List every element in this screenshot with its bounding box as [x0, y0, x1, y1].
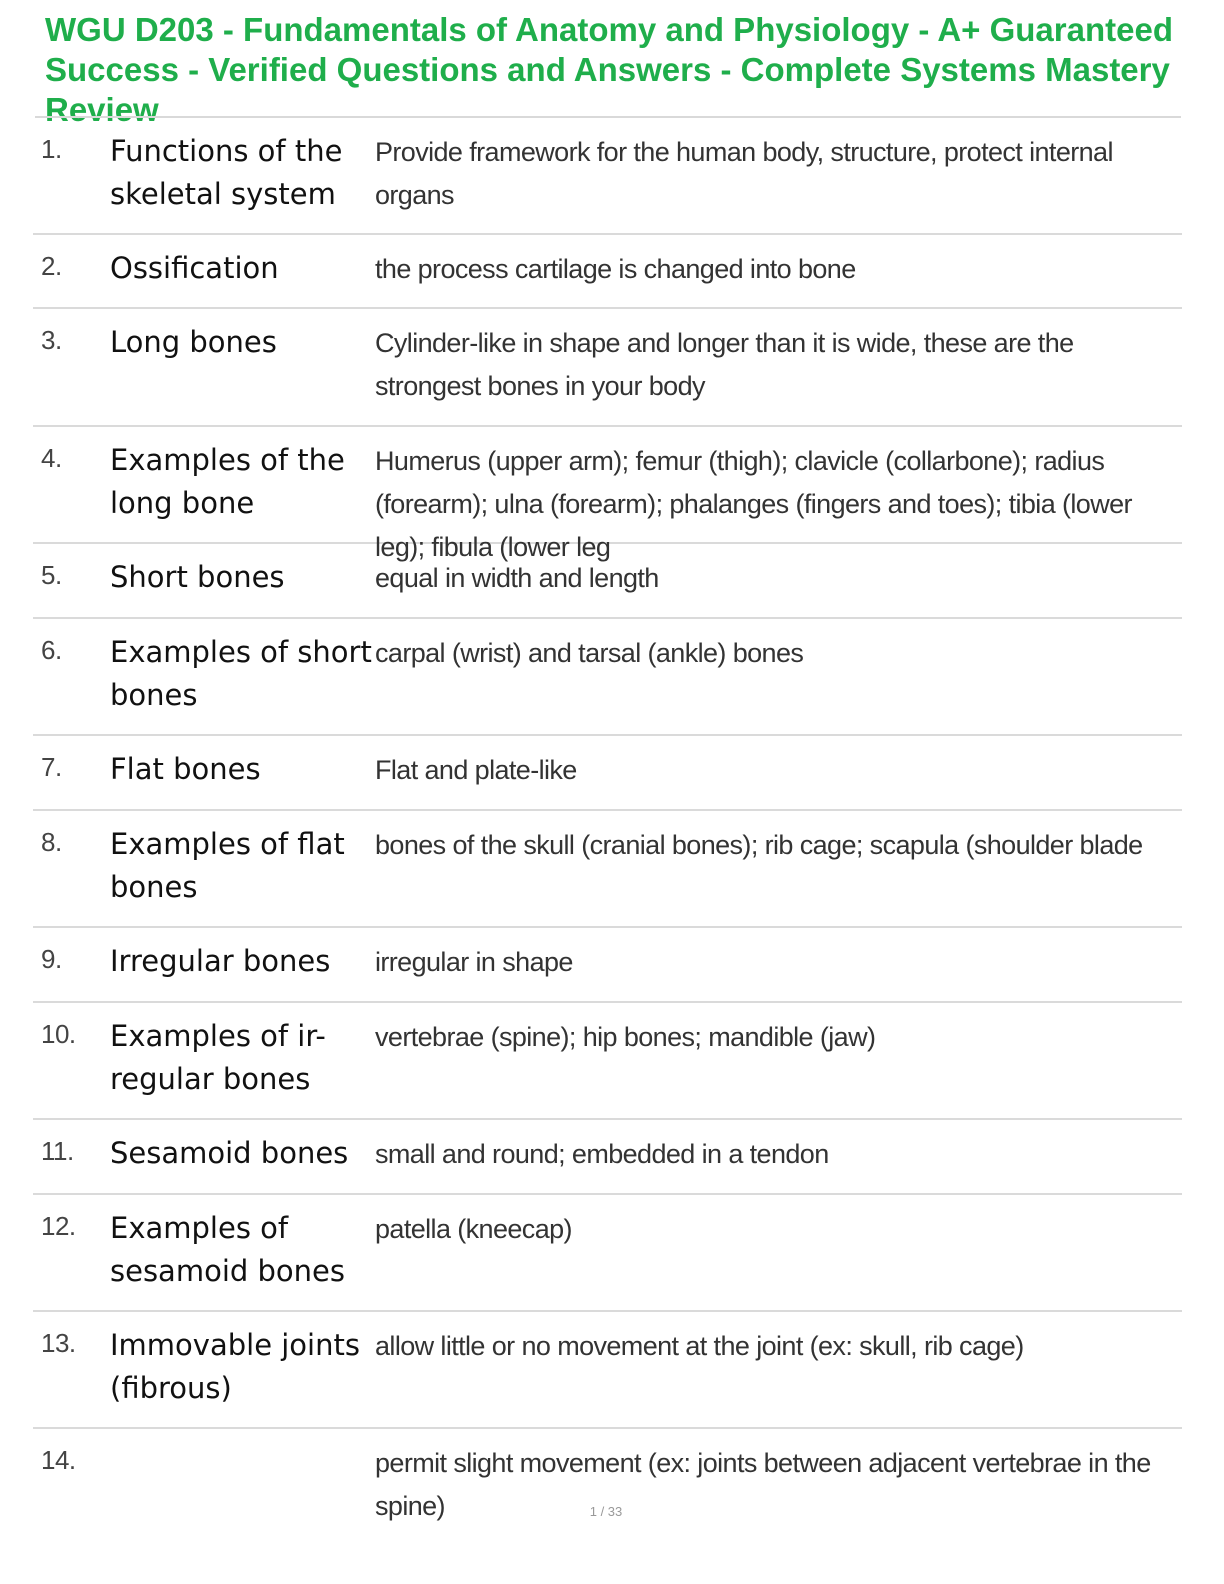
card-number: 12.: [41, 1211, 76, 1241]
card-definition: permit slight movement (ex: joints between adjacent vertebrae in the spine): [375, 1448, 1151, 1521]
flashcard-row: [33, 118, 1182, 235]
card-term: Examples of short bones: [110, 635, 372, 712]
card-number: 4.: [41, 443, 62, 473]
card-term: Examples of the long bone: [110, 443, 345, 520]
card-term: Examples of ir- regular bones: [110, 1019, 326, 1096]
flashcard-row: [33, 544, 1182, 619]
card-definition: Humerus (upper arm); femur (thigh); clavicle (collarbone); radius (forearm); ulna (forearm); phalanges (fingers and toes); tibia (lower leg); fibula (lower leg: [375, 446, 1132, 562]
flashcard-row: [33, 811, 1182, 928]
card-definition: patella (kneecap): [375, 1214, 572, 1244]
card-number: 11.: [41, 1136, 74, 1166]
card-number: 7.: [41, 752, 62, 782]
card-definition: vertebrae (spine); hip bones; mandible (jaw): [375, 1022, 876, 1052]
card-number: 5.: [41, 560, 62, 590]
card-term: Long bones: [110, 325, 277, 359]
card-number: 13.: [41, 1328, 76, 1358]
flashcard-row: [33, 427, 1182, 562]
card-term: Sesamoid bones: [110, 1136, 349, 1170]
card-number: 8.: [41, 827, 62, 857]
card-term: Immovable joints (fibrous): [110, 1328, 360, 1405]
card-number: 9.: [41, 944, 62, 974]
flashcard-row: [33, 1195, 1182, 1312]
card-definition: Cylinder-like in shape and longer than it is wide, these are the strongest bones in your body: [375, 328, 1074, 401]
card-term: Examples of flat bones: [110, 827, 345, 904]
card-definition: irregular in shape: [375, 947, 573, 977]
flashcard-row: [33, 1003, 1182, 1120]
flashcard-row: [33, 928, 1182, 1003]
card-term: Flat bones: [110, 752, 261, 786]
flashcard-row: [33, 309, 1182, 427]
card-definition: allow little or no movement at the joint (ex: skull, rib cage): [375, 1331, 1024, 1361]
card-definition: bones of the skull (cranial bones); rib cage; scapula (shoulder blade: [375, 830, 1143, 860]
card-definition: Provide framework for the human body, structure, protect internal organs: [375, 137, 1113, 210]
card-term: Functions of the skeletal system: [110, 134, 343, 211]
flashcard-row: [33, 1312, 1182, 1429]
card-definition: equal in width and length: [375, 563, 659, 593]
card-definition: carpal (wrist) and tarsal (ankle) bones: [375, 638, 804, 668]
flashcard-row: [33, 736, 1182, 811]
card-term: Short bones: [110, 560, 285, 594]
card-definition: small and round; embedded in a tendon: [375, 1139, 829, 1169]
card-definition: the process cartilage is changed into bone: [375, 254, 856, 284]
card-number: 2.: [41, 251, 62, 281]
card-number: 1.: [41, 134, 62, 164]
document-title: WGU D203 - Fundamentals of Anatomy and Physiology - A+ Guaranteed Success - Verified Questions and Answers - Complete Systems Mastery Review: [45, 11, 1173, 128]
card-number: 6.: [41, 635, 62, 665]
flashcard-row: [33, 1120, 1182, 1195]
flashcard-row: [33, 235, 1182, 309]
card-term: Irregular bones: [110, 944, 331, 978]
page-number: 1 / 33: [589, 1504, 623, 1519]
flashcard-row: [33, 619, 1182, 736]
card-number: 14.: [41, 1445, 76, 1475]
card-definition: Flat and plate-like: [375, 755, 577, 785]
card-number: 10.: [41, 1019, 76, 1049]
card-term: Ossification: [110, 251, 279, 285]
card-term: Examples of sesamoid bones: [110, 1211, 345, 1288]
card-number: 3.: [41, 325, 62, 355]
